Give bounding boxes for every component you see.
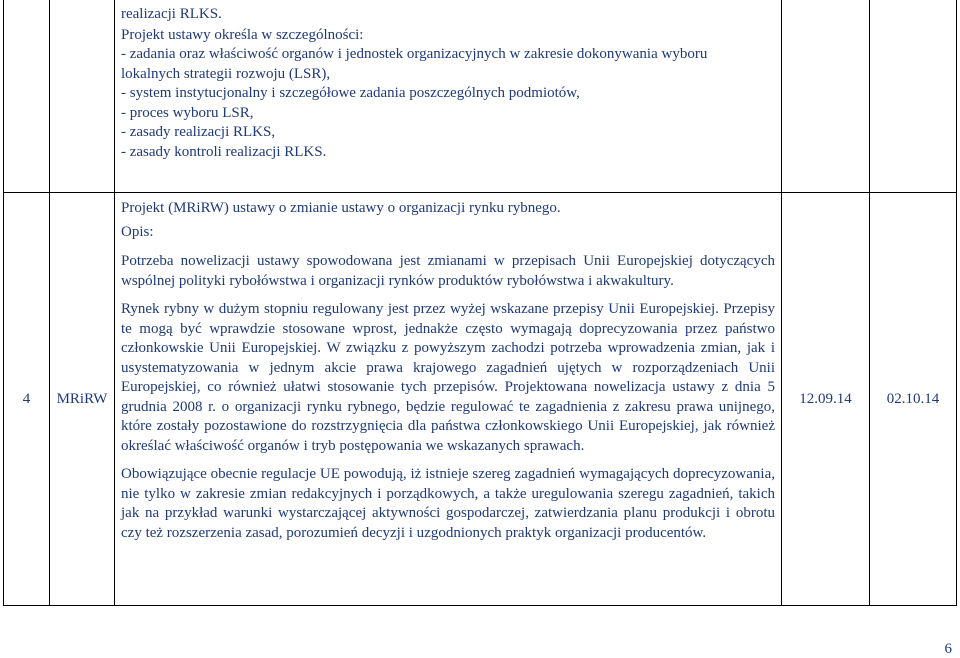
row-number: 4 — [22, 390, 31, 407]
text-line: - proces wyboru LSR, — [121, 104, 254, 121]
ministry-cell — [50, 193, 115, 606]
opis-label: Opis: — [121, 223, 154, 240]
text-line: lokalnych strategii rozwoju (LSR), — [121, 65, 331, 82]
text-line: realizacji RLKS. — [121, 6, 222, 22]
date-cell-empty — [782, 0, 870, 193]
row-number-cell — [4, 193, 50, 606]
description-cell-previous — [115, 0, 782, 193]
description-cell — [115, 193, 782, 606]
number-cell-empty — [4, 0, 50, 193]
description-paragraph: Potrzeba nowelizacji ustawy spowodowana jest zmianami w przepisach Unii Europejskiej dotyczących wspólnej polityki rybołówstwa i organizacji rynków produktów rybołówstwa i akwakultury. — [121, 253, 775, 289]
text-line: Projekt ustawy określa w szczególności: — [121, 26, 364, 43]
table-row-previous — [4, 0, 957, 193]
date-cell-2 — [870, 193, 957, 606]
text-line: - zasady realizacji RLKS, — [121, 124, 276, 140]
text-line: - zadania oraz właściwość organów i jednostek organizacyjnych w zakresie dokonywania wyboru — [121, 46, 708, 62]
project-title: Projekt (MRiRW) ustawy o zmianie ustawy o organizacji rynku rybnego. — [121, 200, 561, 216]
page-number: 6 — [944, 641, 952, 657]
text-line: - zasady kontroli realizacji RLKS. — [121, 143, 327, 160]
ministry-name: MRiRW — [56, 390, 108, 407]
text-line: - system instytucjonalny i szczegółowe zadania poszczególnych podmiotów, — [121, 85, 580, 101]
ministry-cell-empty — [50, 0, 115, 193]
date-cell-empty — [870, 0, 957, 193]
date-value: 12.09.14 — [799, 390, 852, 407]
description-paragraph: Obowiązujące obecnie regulacje UE powodują, iż istnieje szereg zagadnień wymagających doprecyzowania, nie tylko w zakresie zmian redakcyjnych i porządkowych, a także uregulowania szeregu zagadnień, takich jak na przykład warunki wystarczającej aktywności gospodarczej, zatwierdzania planu produkcji i obrotu czy też rozszerzenia zasad, porozumień decyzji i uzgodnionych praktyk organizacji producentów. — [121, 466, 775, 541]
description-paragraph: Rynek rybny w dużym stopniu regulowany jest przez wyżej wskazane przepisy Unii Europejskiej. Przepisy te mogą być wprawdzie stosowane wprost, jednakże często wymagają doprecyzowania przez państwo członkowskie Unii Europejskiej. W związku z powyższym zachodzi potrzeba wprowadzenia zmian, jak i usystematyzowania w jednym akcie prawa krajowego zagadnień ujętych w rozporządzeniach Unii Europejskiej, co również ułatwi stosowanie tych przepisów. Projektowana nowelizacja ustawy z dnia 5 grudnia 2008 r. o organizacji rynku rybnego, będzie regulować te zagadnienia z zakresu prawa unijnego, które zostały pozostawione do rozstrzygnięcia dla państwa członkowskiego Unii Europejskiej, jak również określać właściwość organów i tryb postępowania we wskazanych sprawach. — [121, 301, 775, 454]
date-value: 02.10.14 — [886, 390, 940, 407]
legislative-table — [3, 0, 957, 606]
table-row-4 — [4, 193, 957, 606]
date-cell-1 — [782, 193, 870, 606]
